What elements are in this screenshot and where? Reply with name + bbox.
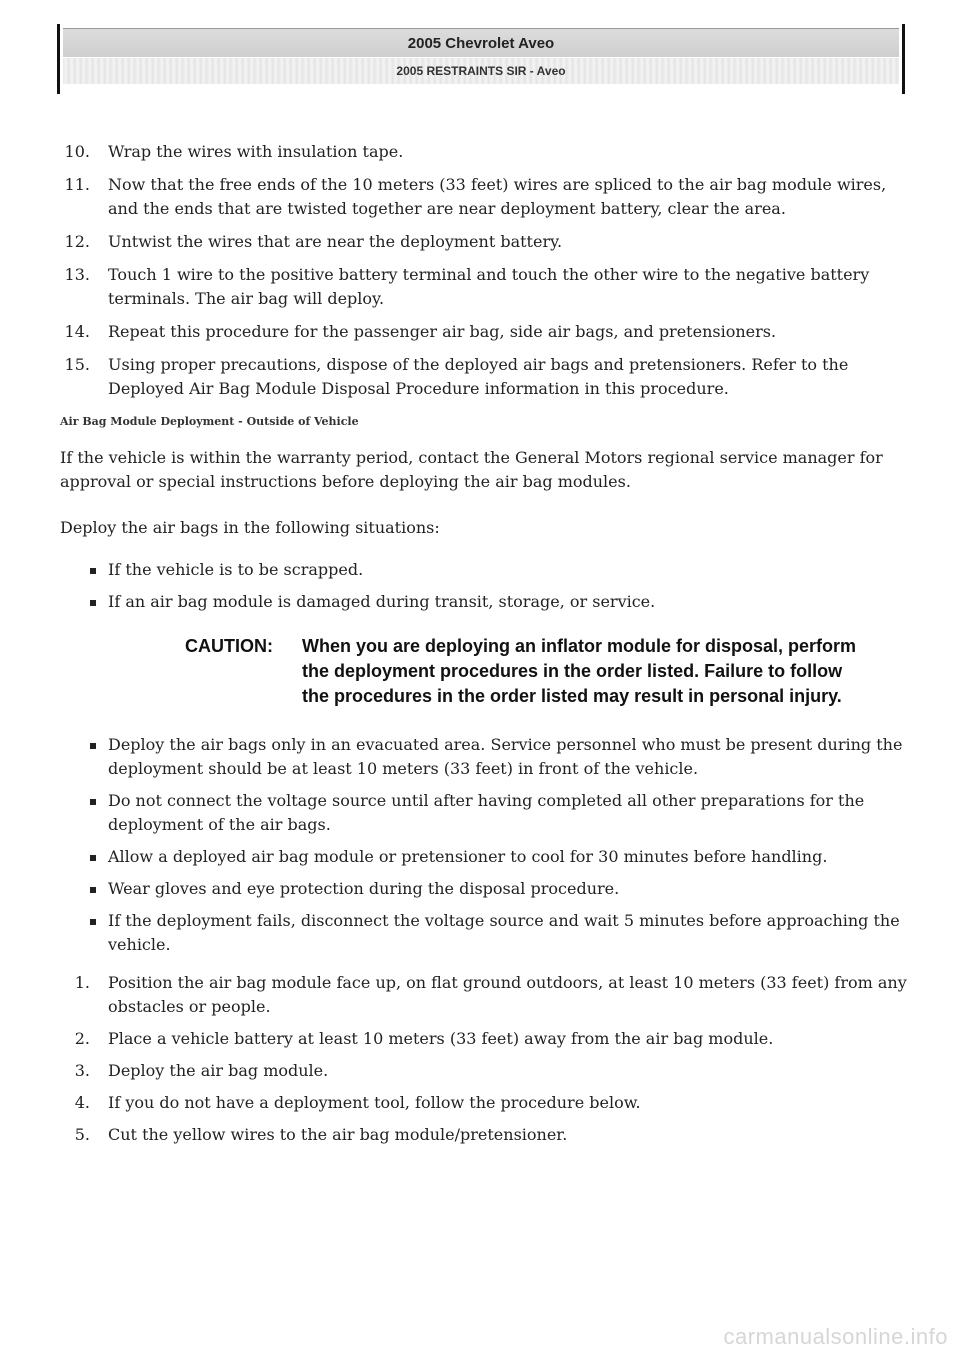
situations-list [60, 558, 910, 614]
step-text: Using proper precautions, dispose of the deployed air bags and pretensioners. Refer to the Deployed Air Bag Module Disposal Procedure information in this procedure. [108, 355, 849, 398]
step-text: Deploy the air bag module. [108, 1061, 329, 1080]
step-item [60, 263, 910, 311]
list-item [60, 558, 910, 582]
caution-label: CAUTION: [185, 636, 273, 656]
step-text: Cut the yellow wires to the air bag module/pretensioner. [108, 1125, 568, 1144]
step-text: Position the air bag module face up, on flat ground outdoors, at least 10 meters (33 feet) from any obstacles or people. [108, 973, 907, 1016]
bullet-icon [90, 887, 96, 893]
step-number: 5. [74, 1125, 90, 1144]
document-body [60, 140, 910, 1147]
step-item [60, 1123, 910, 1147]
bullet-text: Allow a deployed air bag module or pretensioner to cool for 30 minutes before handling. [108, 847, 828, 866]
list-item [60, 877, 910, 901]
step-number: 12. [64, 232, 90, 251]
bullet-icon [90, 855, 96, 861]
bullet-icon [90, 799, 96, 805]
step-text: Untwist the wires that are near the deployment battery. [108, 232, 563, 251]
section-title: Air Bag Module Deployment - Outside of Vehicle [60, 415, 359, 428]
caution-text: When you are deploying an inflator module for disposal, perform the deployment procedures in the order listed. Failure to follow the procedures in the order listed may result in personal injury. [302, 636, 857, 706]
bullet-icon [90, 600, 96, 606]
step-item [60, 1059, 910, 1083]
step-number: 4. [74, 1093, 90, 1112]
precautions-list [60, 733, 910, 957]
list-item [60, 733, 910, 781]
list-item [60, 789, 910, 837]
steps-top-list [60, 140, 910, 401]
warranty-paragraph: If the vehicle is within the warranty period, contact the General Motors regional service manager for approval or special instructions before deploying the air bag modules. [60, 448, 883, 491]
bullet-text: If the deployment fails, disconnect the voltage source and wait 5 minutes before approaching the vehicle. [108, 911, 900, 954]
step-number: 3. [74, 1061, 90, 1080]
step-item [60, 1027, 910, 1051]
list-item [60, 845, 910, 869]
bullet-icon [90, 568, 96, 574]
step-text: Now that the free ends of the 10 meters (33 feet) wires are spliced to the air bag module wires, and the ends that are twisted together are near deployment battery, clear the area. [108, 175, 887, 218]
step-number: 14. [64, 322, 90, 341]
footer-watermark: carmanualsonline.info [723, 1324, 948, 1349]
step-number: 10. [64, 142, 90, 161]
situations-intro: Deploy the air bags in the following situations: [60, 518, 440, 537]
step-item [60, 173, 910, 221]
step-text: If you do not have a deployment tool, follow the procedure below. [108, 1093, 641, 1112]
step-item [60, 320, 910, 344]
step-text: Place a vehicle battery at least 10 meters (33 feet) away from the air bag module. [108, 1029, 774, 1048]
header-right-rule [902, 24, 905, 94]
step-number: 1. [74, 973, 90, 992]
step-number: 13. [64, 265, 90, 284]
step-number: 2. [74, 1029, 90, 1048]
step-item [60, 1091, 910, 1115]
bullet-text: If an air bag module is damaged during transit, storage, or service. [108, 592, 656, 611]
step-item [60, 353, 910, 401]
bullet-text: If the vehicle is to be scrapped. [108, 560, 364, 579]
list-item [60, 590, 910, 614]
steps-bottom-list [60, 971, 910, 1147]
step-item [60, 971, 910, 1019]
step-number: 11. [64, 175, 90, 194]
step-text: Touch 1 wire to the positive battery terminal and touch the other wire to the negative battery terminals. The air bag will deploy. [108, 265, 870, 308]
step-number: 15. [64, 355, 90, 374]
bullet-text: Deploy the air bags only in an evacuated area. Service personnel who must be present during the deployment should be at least 10 meters (33 feet) in front of the vehicle. [108, 735, 903, 778]
step-item [60, 140, 910, 164]
document-header [57, 24, 905, 94]
header-subtitle: 2005 RESTRAINTS SIR - Aveo [63, 58, 899, 84]
step-text: Repeat this procedure for the passenger air bag, side air bags, and pretensioners. [108, 322, 777, 341]
bullet-icon [90, 919, 96, 925]
list-item [60, 909, 910, 957]
caution-notice [185, 634, 865, 709]
bullet-text: Wear gloves and eye protection during the disposal procedure. [108, 879, 620, 898]
header-left-rule [57, 24, 60, 94]
step-item [60, 230, 910, 254]
step-text: Wrap the wires with insulation tape. [108, 142, 404, 161]
bullet-text: Do not connect the voltage source until after having completed all other preparations for the deployment of the air bags. [108, 791, 865, 834]
header-title: 2005 Chevrolet Aveo [63, 28, 899, 57]
bullet-icon [90, 743, 96, 749]
